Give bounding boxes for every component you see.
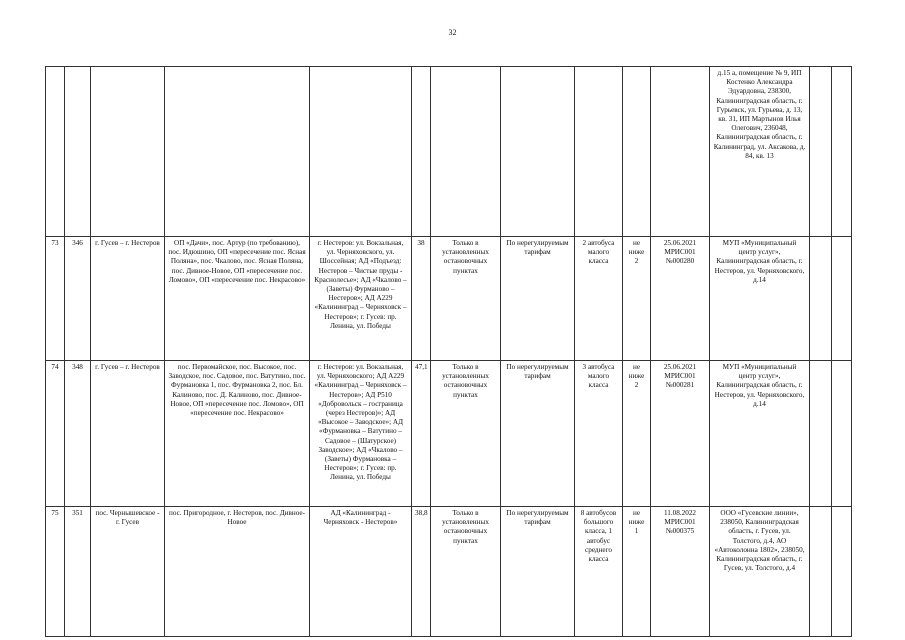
cell-vehicles: 2 автобуса малого класса (575, 237, 623, 361)
cell-tariff: По нерегулируемым тарифам (501, 507, 575, 637)
cell-empty (832, 507, 852, 637)
cell-stops: пос. Первомайское, пос. Высокое, пос. Заводское, пос. Садовое, пос. Ватутино, пос. Фурмановка 1, пос. Фурмановка 2, пос. Бл. Калиново, пос. Д. Калиново, пос. Дивное-Новое, ОП «пересечение пос. Ломово», ОП «пересечение пос. Некрасово» (165, 361, 310, 507)
cell-stop-order (431, 67, 501, 237)
routes-table (45, 66, 852, 637)
cell-length (412, 67, 431, 237)
cell-carrier: ООО «Гусевские линии», 238050, Калининградская область, г. Гусев, ул. Толстого, д.4, АО «Автоколонна 1802», 238050, Калининградская область, г. Гусев, ул. Толстого, д.4 (710, 507, 810, 637)
cell-empty (832, 361, 852, 507)
cell-tariff (501, 67, 575, 237)
cell-certificate: 25.06.2021 МРИС001 №000281 (651, 361, 710, 507)
cell-streets (310, 67, 412, 237)
cell-certificate: 11.08.2022 МРИС001 №000375 (651, 507, 710, 637)
cell-tariff: По нерегулируемым тарифам (501, 237, 575, 361)
cell-empty (832, 67, 852, 237)
cell-streets: АД «Калининград - Черняховск - Нестеров» (310, 507, 412, 637)
cell-number (46, 67, 65, 237)
cell-length: 47,1 (412, 361, 431, 507)
cell-eco-class: не ниже 2 (623, 237, 651, 361)
cell-number: 73 (46, 237, 65, 361)
cell-stop-order: Только в установленных остановочных пунктах (431, 237, 501, 361)
cell-number: 74 (46, 361, 65, 507)
cell-eco-class (623, 67, 651, 237)
cell-empty (832, 237, 852, 361)
cell-route-name: г. Гусев – г. Нестеров (91, 237, 165, 361)
cell-eco-class: не ниже 2 (623, 361, 651, 507)
cell-stop-order: Только в установленных остановочных пунктах (431, 361, 501, 507)
table-row (46, 237, 852, 361)
cell-empty (810, 67, 832, 237)
cell-vehicles: 3 автобуса малого класса (575, 361, 623, 507)
cell-stops: ОП «Дачи», пос. Артур (по требованию), пос. Идюшино, ОП «пересечение пос. Ясная Поляна», пос. Чкалово, пос. Ясная Поляна, пос. Дивное-Новое, ОП «пересечение пос. Ломово», ОП «пересечение пос. Некрасово» (165, 237, 310, 361)
cell-streets: г. Нестеров: ул. Вокзальная, ул. Черняховского; АД А229 «Калининград – Черняховск – Нестеров»; АД Р510 «Добровольск – госграница (через Нестеров)»; АД «Высокое – Заводское»; АД «Фурмановка – Ватутино – Садовое – (Шатурское) Заводское»; АД «Чкалово – (Заветы) Фурмановка – Нестеров»; г. Гусев: пр. Ленина, ул. Победы (310, 361, 412, 507)
cell-vehicles: 8 автобусов большого класса, 1 автобус среднего класса (575, 507, 623, 637)
cell-carrier: д.15 а, помещение № 9, ИП Костенко Александра Эдуардовна, 238300, Калининградская область, г. Гурьевск, ул. Гурьева, д. 13, кв. 31, ИП Мартынов Илья Олегович, 236048, Калининградская область, г. Калининград, ул. Аксакова, д. 84, кв. 13 (710, 67, 810, 237)
cell-empty (810, 237, 832, 361)
cell-reg-number: 351 (65, 507, 91, 637)
cell-reg-number: 348 (65, 361, 91, 507)
cell-tariff: По нерегулируемым тарифам (501, 361, 575, 507)
cell-eco-class: не ниже 1 (623, 507, 651, 637)
cell-stop-order: Только в установленных остановочных пунктах (431, 507, 501, 637)
table-row (46, 507, 852, 637)
cell-reg-number (65, 67, 91, 237)
table-row (46, 67, 852, 237)
cell-length: 38 (412, 237, 431, 361)
cell-number: 75 (46, 507, 65, 637)
cell-certificate: 25.06.2021 МРИС001 №000280 (651, 237, 710, 361)
cell-vehicles (575, 67, 623, 237)
cell-route-name (91, 67, 165, 237)
cell-stops: пос. Пригородное, г. Нестеров, пос. Дивное-Новое (165, 507, 310, 637)
cell-stops (165, 67, 310, 237)
page-number: 32 (448, 28, 457, 37)
cell-length: 38,8 (412, 507, 431, 637)
cell-empty (810, 361, 832, 507)
cell-route-name: пос. Чернышевское - г. Гусев (91, 507, 165, 637)
cell-certificate (651, 67, 710, 237)
cell-carrier: МУП «Муниципальный центр услуг», Калининградская область, г. Нестеров, ул. Черняховского, д.14 (710, 361, 810, 507)
cell-carrier: МУП «Муниципальный центр услуг», Калининградская область, г. Нестеров, ул. Черняховского, д.14 (710, 237, 810, 361)
cell-route-name: г. Гусев – г. Нестеров (91, 361, 165, 507)
cell-reg-number: 346 (65, 237, 91, 361)
cell-empty (810, 507, 832, 637)
table-row (46, 361, 852, 507)
cell-streets: г. Нестеров: ул. Вокзальная, ул. Черняховского, ул. Шоссейная; АД «Подъезд: Нестеров – Чистые пруды - Краснолесье»; АД «Чкалово – (Заветы) Фурманово – Нестеров»; АД А229 «Калининград – Черняховск – Нестеров»; г. Гусев: пр. Ленина, ул. Победы (310, 237, 412, 361)
